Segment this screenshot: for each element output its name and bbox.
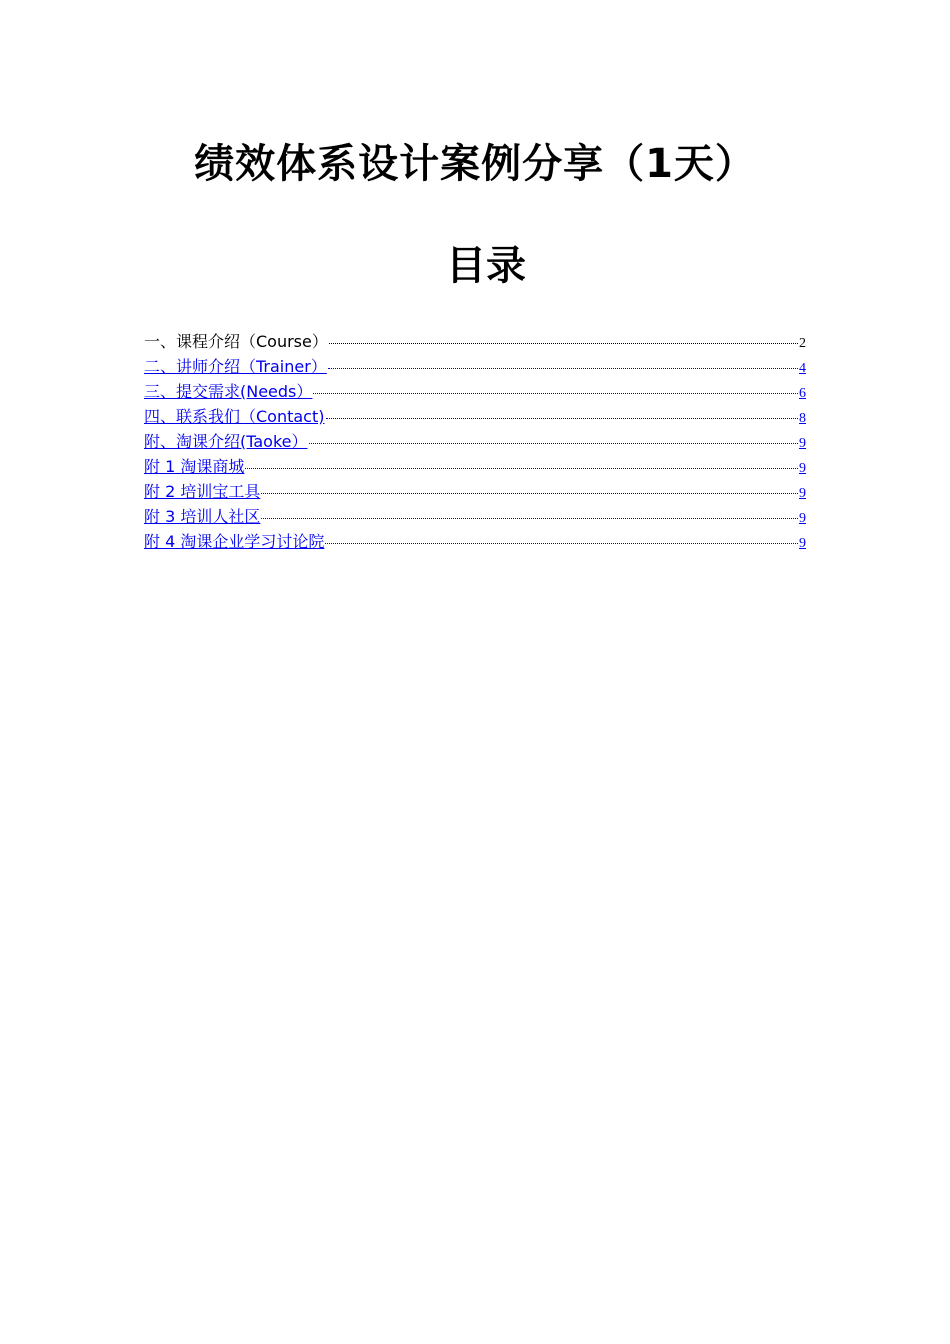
page-title: 绩效体系设计案例分享（1天） (194, 141, 756, 187)
toc-leader-dots (245, 468, 798, 469)
toc-link-needs[interactable] (144, 379, 806, 404)
toc-page-number: 9 (799, 461, 806, 476)
toc-page-number: 9 (799, 436, 806, 451)
toc-heading: 目录 (446, 243, 526, 289)
toc-item-label: 附 2 培训宝工具 (144, 482, 261, 501)
toc-page-number: 8 (799, 411, 806, 426)
toc-page-number: 9 (799, 511, 806, 526)
toc-item-label: 二、讲师介绍（Trainer） (144, 357, 327, 376)
toc-page-number: 4 (799, 361, 806, 376)
toc-page-number: 9 (799, 486, 806, 501)
toc-link-appendix-4[interactable] (144, 529, 806, 554)
toc-link-appendix-2[interactable] (144, 479, 806, 504)
toc-page-number: 2 (799, 336, 806, 351)
toc-item-label: 附 1 淘课商城 (144, 457, 245, 476)
toc-link-appendix-1[interactable] (144, 454, 806, 479)
toc-leader-dots (261, 493, 798, 494)
toc-item-label: 三、提交需求(Needs） (144, 382, 313, 401)
toc-leader-dots (326, 418, 799, 419)
toc-item-label: 附、淘课介绍(Taoke） (144, 432, 308, 451)
table-of-contents (144, 329, 806, 554)
toc-leader-dots (325, 543, 798, 544)
toc-link-taoke[interactable] (144, 429, 806, 454)
toc-page-number: 6 (799, 386, 806, 401)
toc-item-label: 附 3 培训人社区 (144, 507, 261, 526)
toc-leader-dots (329, 343, 798, 344)
toc-link-appendix-3[interactable] (144, 504, 806, 529)
toc-page-number: 9 (799, 536, 806, 551)
toc-link-contact[interactable] (144, 404, 806, 429)
toc-link-trainer[interactable] (144, 354, 806, 379)
toc-leader-dots (328, 368, 798, 369)
toc-leader-dots (313, 393, 798, 394)
toc-item-label: 四、联系我们（Contact) (144, 407, 325, 426)
toc-leader-dots (309, 443, 798, 444)
toc-item-label: 附 4 淘课企业学习讨论院 (144, 532, 325, 551)
toc-item-label: 一、课程介绍（Course） (144, 332, 328, 351)
toc-leader-dots (261, 518, 798, 519)
toc-item-course[interactable] (144, 329, 806, 354)
